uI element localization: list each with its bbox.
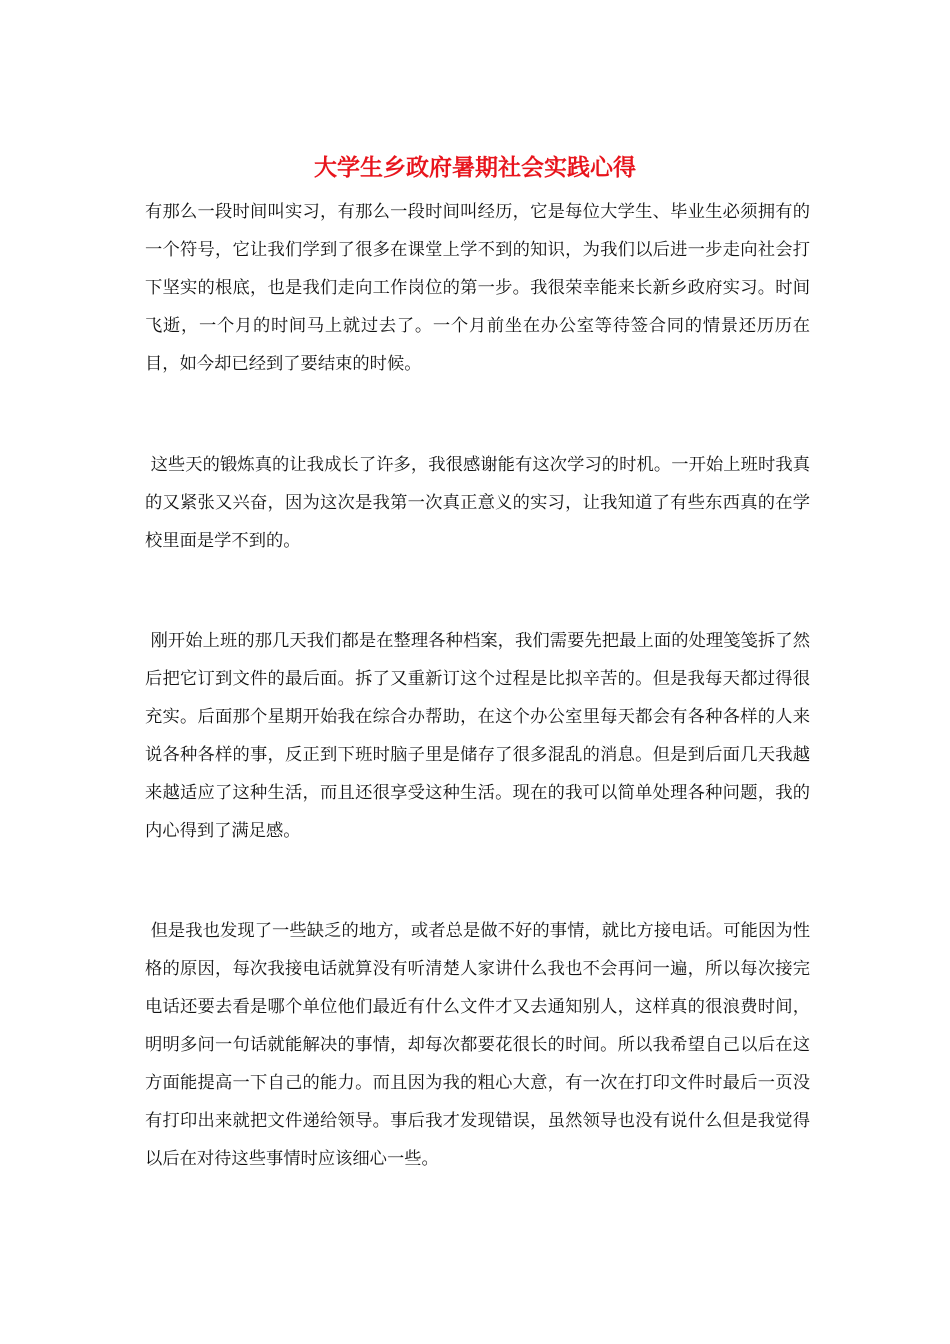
- paragraph-1: 有那么一段时间叫实习，有那么一段时间叫经历，它是每位大学生、毕业生必须拥有的一个符号，它让我们学到了很多在课堂上学不到的知识，为我们以后进一步走向社会打下坚实的根底，也是我们走向工作岗位的第一步。我很荣幸能来长新乡政府实习。时间飞逝，一个月的时间马上就过去了。一个月前坐在办公室等待签合同的情景还历历在目，如今却已经到了要结束的时候。: [145, 202, 810, 374]
- paragraph-4: 但是我也发现了一些缺乏的地方，或者总是做不好的事情，就比方接电话。可能因为性格的原因，每次我接电话就算没有听清楚人家讲什么我也不会再问一遍，所以每次接完电话还要去看是哪个单位他们最近有什么文件才又去通知别人，这样真的很浪费时间，明明多问一句话就能解决的事情，却每次都要花很长的时间。所以我希望自己以后在这方面能提高一下自己的能力。而且因为我的粗心大意，有一次在打印文件时最后一页没有打印出来就把文件递给领导。事后我才发现错误，虽然领导也没有说什么但是我觉得以后在对待这些事情时应该细心一些。: [145, 921, 810, 1169]
- paragraph-3: 刚开始上班的那几天我们都是在整理各种档案，我们需要先把最上面的处理笺笺拆了然后把它订到文件的最后面。拆了又重新订这个过程是比拟辛苦的。但是我每天都过得很充实。后面那个星期开始我在综合办帮助，在这个办公室里每天都会有各种各样的人来说各种各样的事，反正到下班时脑子里是储存了很多混乱的消息。但是到后面几天我越来越适应了这种生活，而且还很享受这种生活。现在的我可以简单处理各种问题，我的内心得到了满足感。: [145, 631, 810, 841]
- paragraph-2: 这些天的锻炼真的让我成长了许多，我很感谢能有这次学习的时机。一开始上班时我真的又紧张又兴奋，因为这次是我第一次真正意义的实习，让我知道了有些东西真的在学校里面是学不到的。: [145, 455, 810, 551]
- document-title: 大学生乡政府暑期社会实践心得: [314, 154, 636, 181]
